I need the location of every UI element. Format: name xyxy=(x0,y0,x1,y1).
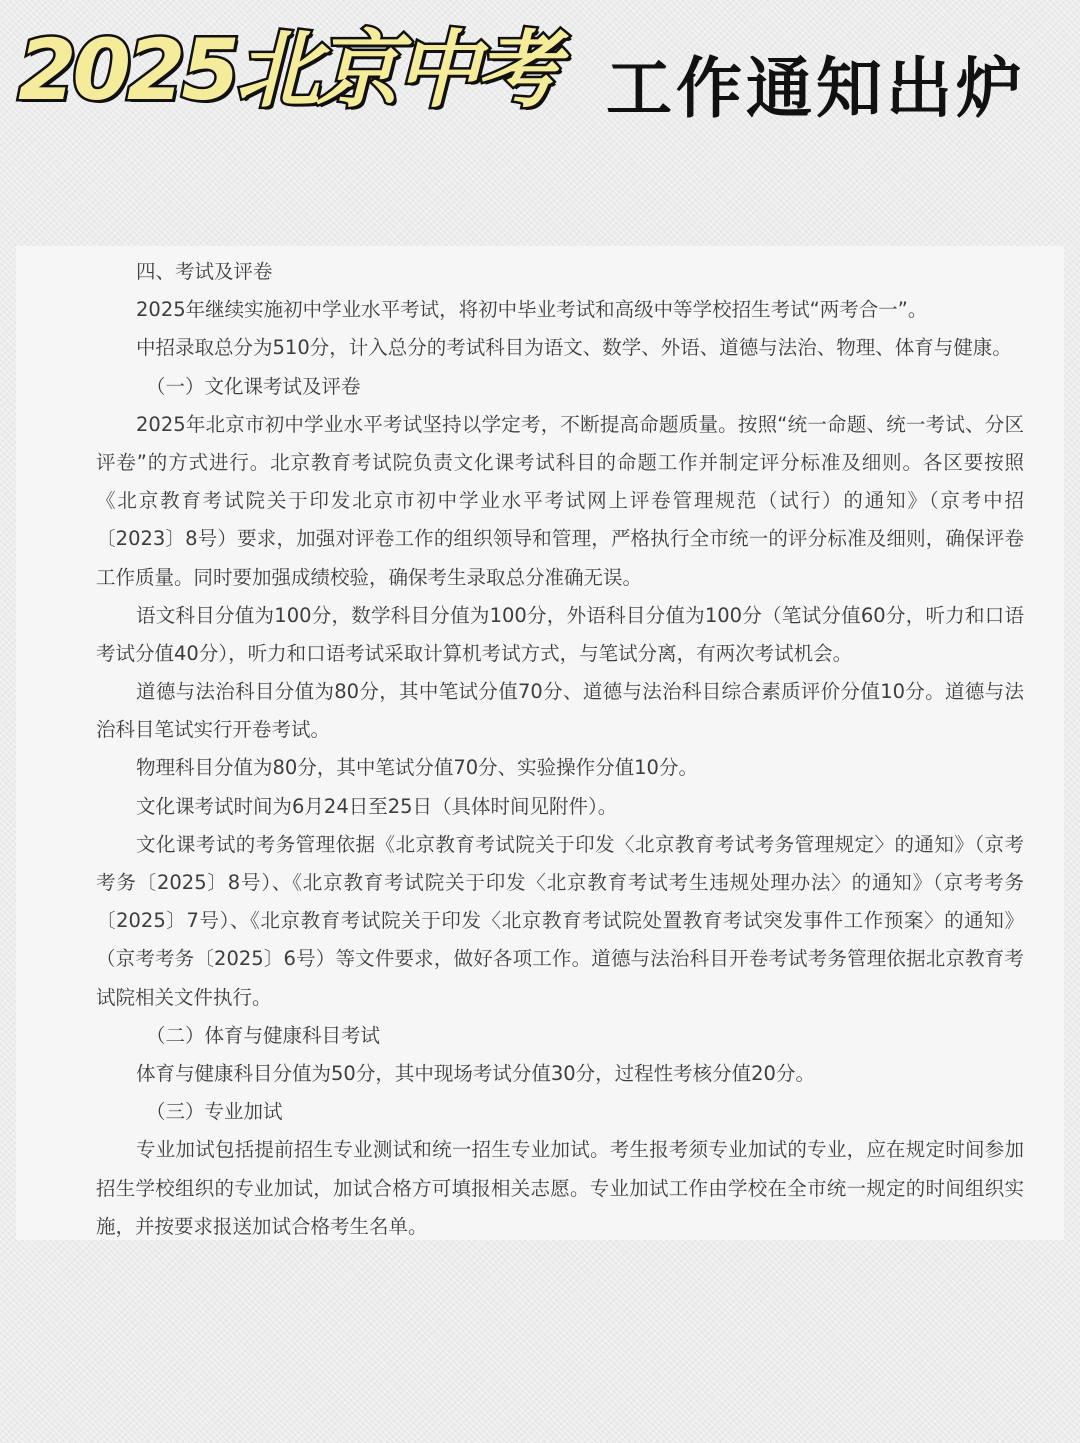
document-line: 中招录取总分为510分，计入总分的考试科目为语文、数学、外语、道德与法治、物理、体育与健康。 xyxy=(136,336,1012,360)
document-line: （京考考务〔2025〕6号）等文件要求，做好各项工作。道德与法治科目开卷考试考务管理依据北京教育考 xyxy=(96,947,1024,971)
headline-title-sub: 工作通知出炉 xyxy=(606,50,1026,127)
document-line: 四、考试及评卷 xyxy=(136,260,273,283)
document-line: 语文科目分值为100分，数学科目分值为100分，外语科目分值为100分（笔试分值60分，听力和口语 xyxy=(136,603,1024,627)
document-line: 文化课考试的考务管理依据《北京教育考试院关于印发〈北京教育考试考务管理规定〉的通知》（京考 xyxy=(136,832,1024,856)
document-excerpt xyxy=(16,246,1064,1240)
document-line: 评卷”的方式进行。北京教育考试院负责文化课考试科目的命题工作并制定评分标准及细则。各区要按照 xyxy=(96,450,1024,474)
document-line: 施，并按要求报送加试合格考生名单。 xyxy=(96,1214,428,1238)
document-line: 工作质量。同时要加强成绩校验，确保考生录取总分准确无误。 xyxy=(96,565,643,589)
headline-banner xyxy=(0,0,1080,150)
document-line: 考试分值40分），听力和口语考试采取计算机考试方式，与笔试分离，有两次考试机会。 xyxy=(96,641,853,665)
document-line: （三）专业加试 xyxy=(146,1100,283,1124)
document-line: 道德与法治科目分值为80分，其中笔试分值70分、道德与法治科目综合素质评价分值10分。道德与法 xyxy=(136,680,1024,704)
headline-title-main: 2025北京中考 xyxy=(18,21,556,119)
document-line: 治科目笔试实行开卷考试。 xyxy=(96,718,331,742)
document-line: 2025年继续实施初中学业水平考试，将初中毕业考试和高级中等学校招生考试“两考合一”。 xyxy=(136,298,928,322)
document-line: 体育与健康科目分值为50分，其中现场考试分值30分，过程性考核分值20分。 xyxy=(136,1061,815,1085)
document-line: 考务〔2025〕8号）、《北京教育考试院关于印发〈北京教育考试考生违规处理办法〉的通知》（京考考务 xyxy=(96,871,1024,894)
document-line: 〔2023〕8号）要求，加强对评卷工作的组织领导和管理，严格执行全市统一的评分标准及细则，确保评卷 xyxy=(96,527,1024,551)
document-line: 物理科目分值为80分，其中笔试分值70分、实验操作分值10分。 xyxy=(136,756,698,780)
document-line: （一）文化课考试及评卷 xyxy=(146,374,361,398)
document-line: 2025年北京市初中学业水平考试坚持以学定考，不断提高命题质量。按照“统一命题、统一考试、分区 xyxy=(136,412,1024,436)
document-line: （二）体育与健康科目考试 xyxy=(146,1023,381,1047)
document-line: 文化课考试时间为6月24日至25日（具体时间见附件）。 xyxy=(136,794,618,818)
document-line: 〔2025〕7号）、《北京教育考试院关于印发〈北京教育考试院处置教育考试突发事件工作预案〉的通知》 xyxy=(96,909,1024,933)
document-line: 试院相关文件执行。 xyxy=(96,985,272,1009)
document-line: 《北京教育考试院关于印发北京市初中学业水平考试网上评卷管理规范（试行）的通知》（京考中招 xyxy=(96,489,1024,513)
document-line: 专业加试包括提前招生专业测试和统一招生专业加试。考生报考须专业加试的专业，应在规定时间参加 xyxy=(136,1138,1024,1162)
document-line: 招生学校组织的专业加试，加试合格方可填报相关志愿。专业加试工作由学校在全市统一规定的时间组织实 xyxy=(96,1176,1024,1200)
